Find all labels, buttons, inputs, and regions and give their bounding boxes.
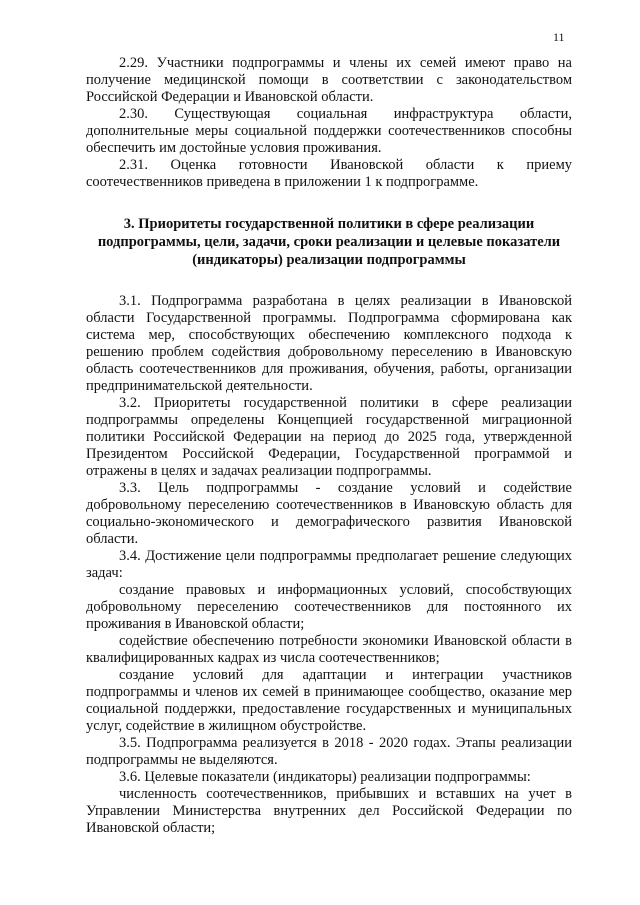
task-item: создание условий для адаптации и интеграции участников подпрограммы и членов их семей в принимающее сообщество, оказание мер социальной поддержки, предоставление государственных и муниципальных услуг, содействие в жилищном обустройстве. [86, 667, 572, 734]
page-content [86, 55, 572, 837]
paragraph-3-4: 3.4. Достижение цели подпрограммы предполагает решение следующих задач: [86, 548, 572, 581]
paragraph-2-31: 2.31. Оценка готовности Ивановской области к приему соотечественников приведена в приложении 1 к подпрограмме. [86, 157, 572, 190]
paragraph-3-3: 3.3. Цель подпрограммы - создание условий и содействие добровольному переселению соотечественников в Ивановскую область для социально-экономического и демографического развития Ивановской области. [86, 480, 572, 547]
paragraph-3-1: 3.1. Подпрограмма разработана в целях реализации в Ивановской области Государственной программы. Подпрограмма сформирована как система мер, способствующих обеспечению комплексного подхода к решению проблем содействия добровольному переселению в Ивановскую область соотечественников для проживания, обучения, работы, организации предпринимательской деятельности. [86, 293, 572, 394]
task-item: создание правовых и информационных условий, способствующих добровольному переселению соотечественников для постоянного их проживания в Ивановской области; [86, 582, 572, 632]
paragraph-2-29: 2.29. Участники подпрограммы и члены их семей имеют право на получение медицинской помощи в соответствии с законодательством Российской Федерации и Ивановской области. [86, 55, 572, 105]
page-number: 11 [553, 30, 565, 44]
paragraph-3-5: 3.5. Подпрограмма реализуется в 2018 - 2020 годах. Этапы реализации подпрограммы не выделяются. [86, 735, 572, 768]
paragraph-2-30: 2.30. Существующая социальная инфраструктура области, дополнительные меры социальной поддержки соотечественников способны обеспечить им достойные условия проживания. [86, 106, 572, 156]
section-heading: 3. Приоритеты государственной политики в сфере реализации подпрограммы, цели, задачи, сроки реализации и целевые показатели (индикаторы) реализации подпрограммы [97, 216, 561, 268]
indicator-item: численность соотечественников, прибывших и вставших на учет в Управлении Министерства внутренних дел Российской Федерации по Ивановской области; [86, 786, 572, 836]
paragraph-3-2: 3.2. Приоритеты государственной политики в сфере реализации подпрограммы определены Концепцией государственной миграционной политики Российской Федерации на период до 2025 года, утвержденной Президентом Российской Федерации, Государственной программой и отражены в целях и задачах реализации подпрограммы. [86, 395, 572, 479]
paragraph-3-6: 3.6. Целевые показатели (индикаторы) реализации подпрограммы: [119, 769, 531, 785]
task-item: содействие обеспечению потребности экономики Ивановской области в квалифицированных кадрах из числа соотечественников; [86, 633, 572, 666]
